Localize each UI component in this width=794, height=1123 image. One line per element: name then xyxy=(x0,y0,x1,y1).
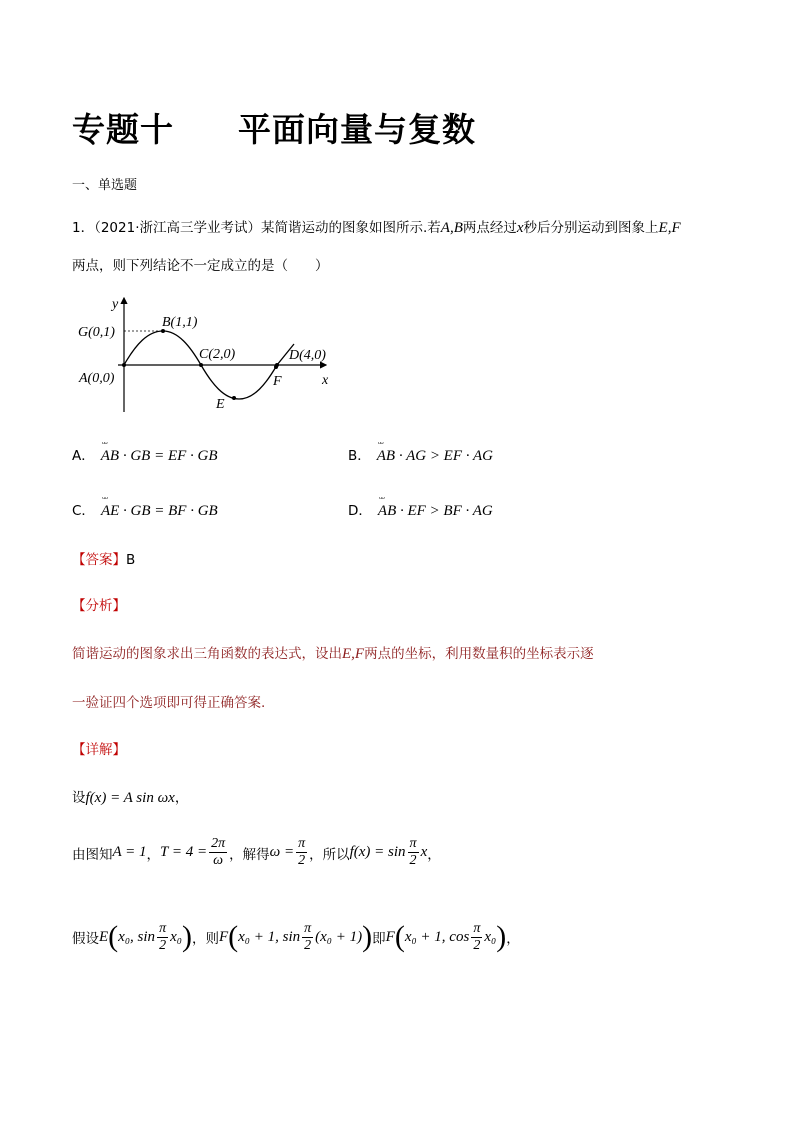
frac-num: π xyxy=(159,920,167,936)
frac-den: 2 xyxy=(473,937,481,953)
point-a xyxy=(122,363,126,367)
detail-text: ， xyxy=(427,846,441,863)
option-d[interactable] xyxy=(348,499,493,520)
answer-value: B xyxy=(126,552,136,568)
frac-num: π xyxy=(298,836,306,851)
detail-line-1 xyxy=(72,786,188,807)
math-ab: A,B xyxy=(440,220,463,236)
analysis-line-2: 一验证四个选项即可得正确答案. xyxy=(72,695,266,711)
detail-text: 即 xyxy=(372,931,386,947)
math-x: x xyxy=(516,220,524,236)
option-a[interactable] xyxy=(72,444,218,465)
question-text: 秒后分别运动到图象上 xyxy=(523,220,659,236)
frac-num: π xyxy=(304,920,312,936)
option-b-label: B． xyxy=(348,448,371,464)
detail-text: 设 xyxy=(72,790,86,806)
analysis-text: 两点的坐标，利用数量积的坐标表示逐 xyxy=(364,646,594,662)
detail-text: ，则 xyxy=(191,931,219,947)
label-a: A(0,0) xyxy=(79,371,115,386)
question-line-2: 两点，则下列结论不一定成立的是（ ） xyxy=(72,258,329,274)
math-f-coord: x₀ + 1, sin xyxy=(238,928,301,945)
frac-den: 2 xyxy=(159,937,167,953)
fraction-pi-2 xyxy=(471,921,482,954)
page-title xyxy=(72,104,476,151)
frac-den: 2 xyxy=(298,853,306,868)
analysis-line-1 xyxy=(72,642,594,663)
point-f xyxy=(274,365,278,369)
label-f: F xyxy=(273,374,282,389)
option-d-label: D． xyxy=(348,503,372,519)
detail-line-2 xyxy=(72,836,441,869)
math-f: F xyxy=(385,928,395,945)
math-x: x xyxy=(420,844,428,860)
fraction-pi-2 xyxy=(296,836,307,869)
point-c xyxy=(199,363,203,367)
title-subject: 平面向量与复数 xyxy=(238,110,476,149)
detail-line-3: 假设 E ( x₀, sin $\frac{\pi}{2}$ x₀ ) ，则 F ( x₀ + 1, sin $\frac{\pi}{2}$ (x₀ + 1) ) 即 F ( x₀ + 1, cos $\frac{\pi}{2}$ x₀ ) ， xyxy=(72,920,520,953)
frac-den: ω xyxy=(213,853,224,868)
option-b-expr: ᴗᴗ AB · AG > EF · AG xyxy=(377,448,493,465)
option-a-label: A． xyxy=(72,448,95,464)
fraction-pi-2 xyxy=(157,921,168,954)
fraction-2pi-omega xyxy=(209,836,227,869)
math-a-eq: A = 1 xyxy=(112,844,147,860)
label-d: D(4,0) xyxy=(289,348,326,363)
detail-text: ， xyxy=(174,790,189,806)
detail-text: ，解得 xyxy=(229,846,270,863)
frac-den: 2 xyxy=(304,937,312,953)
analysis-tag: 【分析】 xyxy=(72,598,126,614)
label-e: E xyxy=(216,397,225,412)
detail-text: ， xyxy=(146,846,161,863)
label-c: C(2,0) xyxy=(199,347,236,362)
harmonic-graph xyxy=(76,294,346,418)
math-e-coord: x₀, sin xyxy=(118,928,156,945)
option-c-label: C． xyxy=(72,503,95,519)
point-e xyxy=(232,396,236,400)
math-ef: E,F xyxy=(658,220,681,236)
label-x: x xyxy=(322,373,329,388)
math-x0: x₀ xyxy=(170,928,182,945)
analysis-text: 简谐运动的图象求出三角函数的表达式，设出 xyxy=(72,646,342,662)
option-b[interactable] xyxy=(348,444,493,465)
fraction-pi-2 xyxy=(302,921,313,954)
math-omega: ω = xyxy=(269,844,295,860)
detail-text: ， xyxy=(506,931,520,947)
detail-text: 由图知 xyxy=(72,846,113,863)
math-fx: f(x) = sin xyxy=(349,844,406,860)
math-f-coord-cos: x₀ + 1, cos xyxy=(404,928,470,945)
question-line-1 xyxy=(72,218,752,238)
fraction-pi-2 xyxy=(408,836,419,869)
option-d-expr: ᴗᴗ AB · EF > BF · AG xyxy=(378,503,493,520)
detail-tag: 【详解】 xyxy=(72,742,126,758)
question-number: 1． xyxy=(72,220,95,236)
question-text: 某简谐运动的图象如图所示.若 xyxy=(261,220,441,236)
section-header: 一、单选题 xyxy=(72,178,138,193)
math-x0-plus-1: (x₀ + 1) xyxy=(315,928,363,945)
label-g: G(0,1) xyxy=(78,325,115,340)
question-text: 两点经过 xyxy=(462,220,517,236)
label-y: y xyxy=(112,297,119,312)
option-c[interactable] xyxy=(72,499,218,520)
option-c-expr: ᴗᴗ AE · GB = BF · GB xyxy=(101,503,218,520)
frac-num: 2π xyxy=(211,836,226,851)
option-a-expr: ᴗᴗ AB · GB = EF · GB xyxy=(101,448,218,465)
detail-text: 假设 xyxy=(72,931,99,947)
label-b: B(1,1) xyxy=(162,315,198,330)
math-e: E xyxy=(99,928,109,945)
title-topic: 专题十 xyxy=(72,110,174,149)
math-ef: E,F xyxy=(342,646,365,662)
math-period: T = 4 = xyxy=(160,844,208,860)
frac-num: π xyxy=(409,836,417,851)
detail-tag-row xyxy=(72,738,126,758)
question-source: （2021·浙江高三学业考试） xyxy=(94,220,261,236)
math-x0: x₀ xyxy=(484,928,497,945)
answer-tag: 【答案】 xyxy=(72,552,126,568)
frac-den: 2 xyxy=(409,853,417,868)
analysis-tag-row xyxy=(72,594,126,614)
frac-num: π xyxy=(473,920,481,936)
answer-row xyxy=(72,548,135,568)
math-f: F xyxy=(218,928,229,945)
math-fx-def: f(x) = A sin ωx xyxy=(85,790,175,806)
detail-text: ，所以 xyxy=(309,846,350,863)
